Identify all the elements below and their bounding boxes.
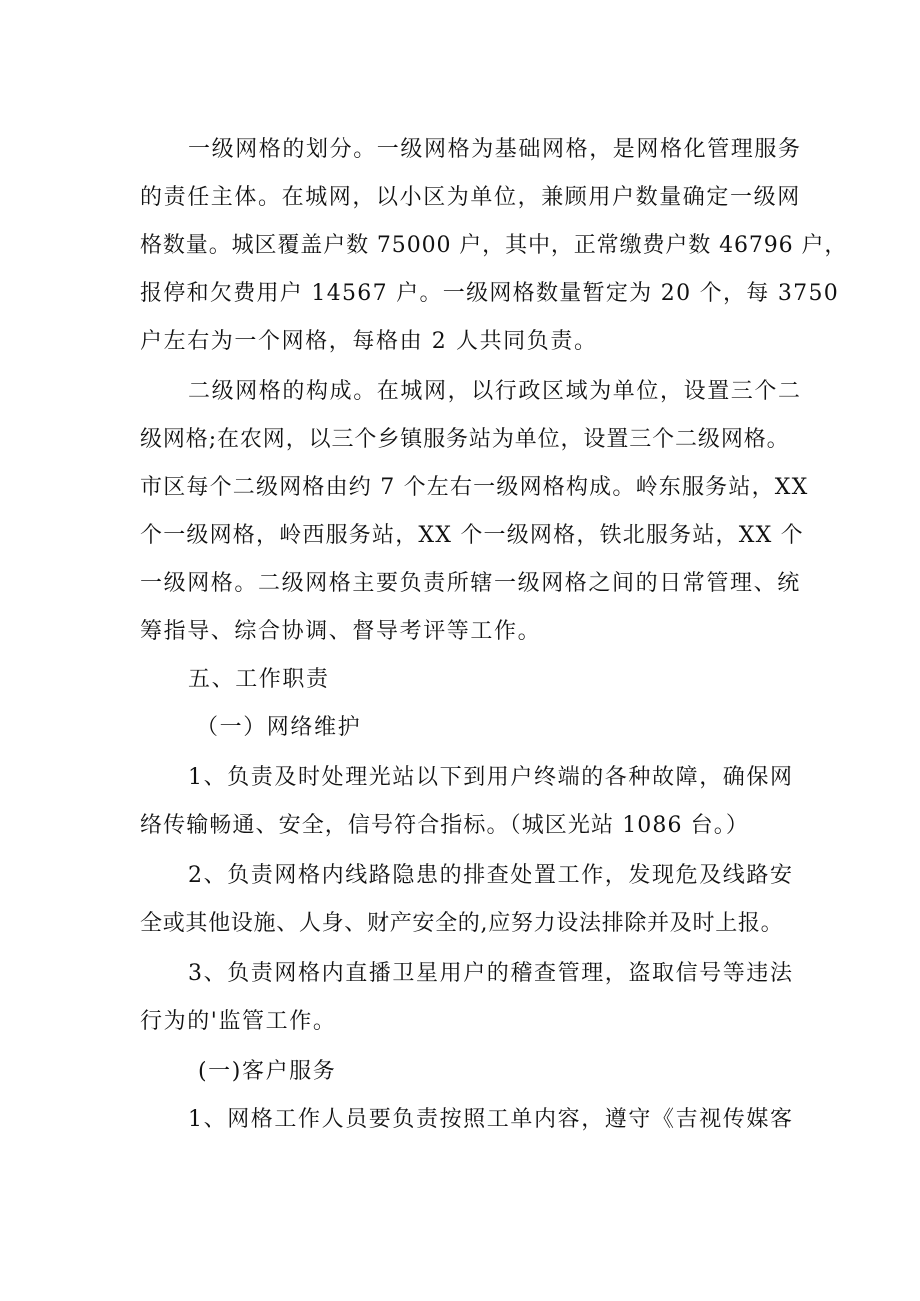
text-line: 全或其他设施、人身、财产安全的,应努力设法排除并及时上报。 xyxy=(140,911,784,936)
text-line: 的责任主体。在城网，以小区为单位，兼顾用户数量确定一级网 xyxy=(140,185,801,210)
text-line: 报停和欠费用户 14567 户。一级网格数量暂定为 20 个，每 3750 xyxy=(140,281,840,306)
text-line: 络传输畅通、安全，信号符合指标。（城区光站 1086 台。） xyxy=(140,813,749,838)
text-line: 3、负责网格内直播卫星用户的稽查管理，盗取信号等违法 xyxy=(188,961,794,986)
text-line: 格数量。城区覆盖户数 75000 户，其中，正常缴费户数 46796 户， xyxy=(140,233,848,258)
text-line: 市区每个二级网格由约 7 个左右一级网格构成。岭东服务站，XX xyxy=(140,475,809,500)
text-line: 行为的'监管工作。 xyxy=(140,1009,337,1034)
sub-heading: (一)客户服务 xyxy=(198,1059,337,1084)
text-line: 户左右为一个网格，每格由 2 人共同负责。 xyxy=(140,329,598,354)
text-line: 2、负责网格内线路隐患的排查处置工作，发现危及线路安 xyxy=(188,863,794,888)
text-line: 筹指导、综合协调、督导考评等工作。 xyxy=(140,619,542,644)
text-line: 级网格;在农网，以三个乡镇服务站为单位，设置三个二级网格。 xyxy=(140,427,790,452)
section-heading: 五、工作职责 xyxy=(188,667,330,692)
text-line: 1、负责及时处理光站以下到用户终端的各种故障，确保网 xyxy=(188,765,794,790)
text-line: 一级网格。二级网格主要负责所辖一级网格之间的日常管理、统 xyxy=(140,571,801,596)
text-line: 个一级网格，岭西服务站，XX 个一级网格，铁北服务站，XX 个 xyxy=(140,523,804,548)
text-line: 1、网格工作人员要负责按照工单内容，遵守《吉视传媒客 xyxy=(188,1107,794,1132)
text-line: 二级网格的构成。在城网，以行政区域为单位，设置三个二 xyxy=(188,379,802,404)
text-line: 一级网格的划分。一级网格为基础网格，是网格化管理服务 xyxy=(188,137,802,162)
sub-heading: （一）网络维护 xyxy=(196,715,362,740)
